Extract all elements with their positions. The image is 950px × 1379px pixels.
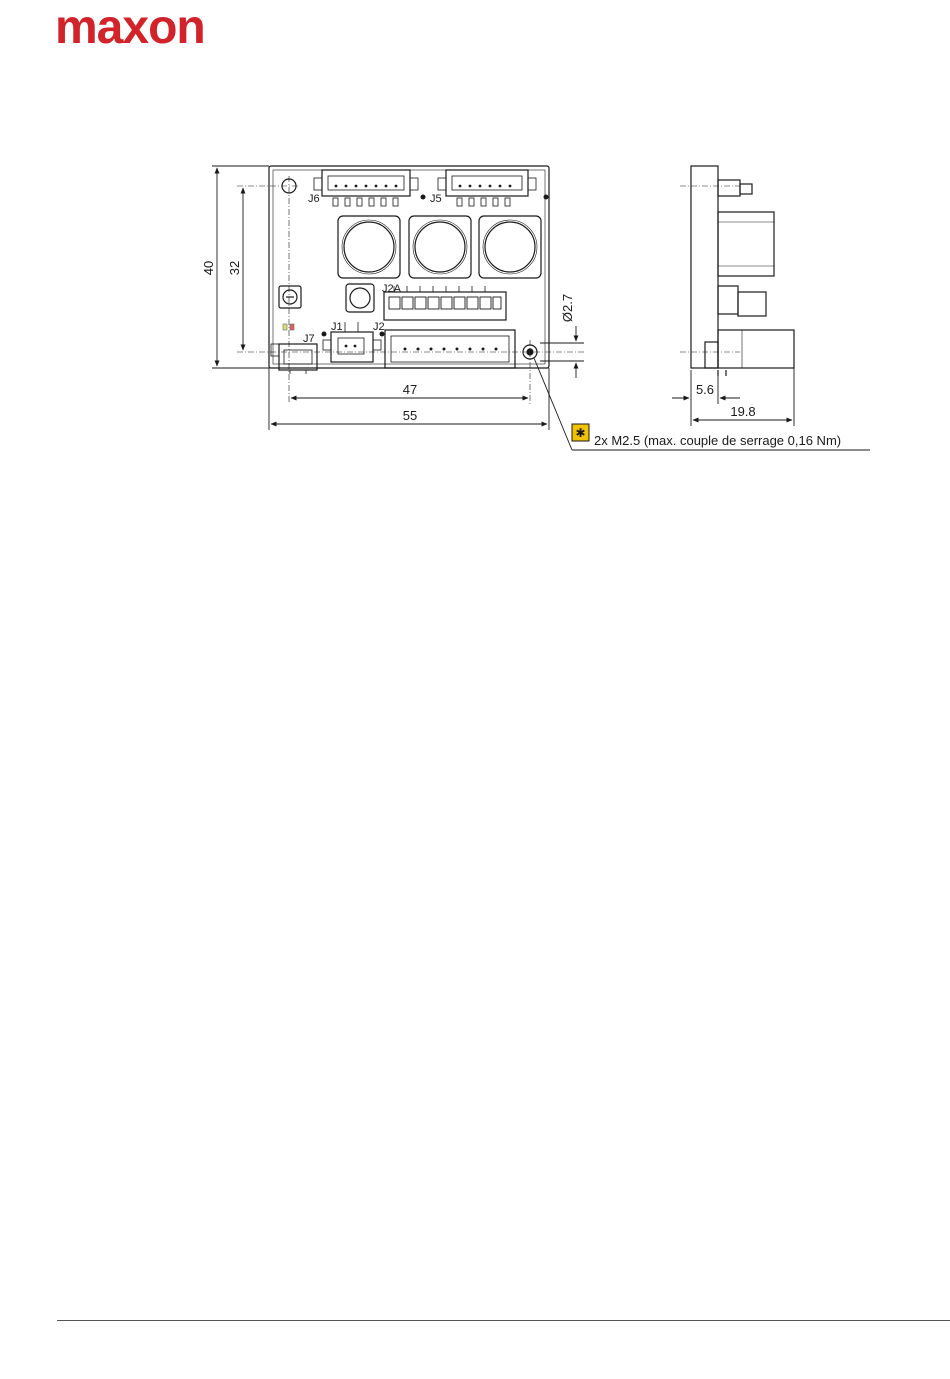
dim-hole-diameter: Ø2.7 (560, 293, 575, 323)
dim-32: 32 (227, 260, 242, 276)
maxon-logo: maxon (55, 1, 205, 54)
dim-47: 47 (402, 382, 418, 397)
dim-19-8: 19.8 (730, 404, 756, 419)
label-j5: J5 (430, 193, 442, 205)
footer-rule (57, 1320, 950, 1321)
label-j1: J1 (331, 321, 343, 333)
dim-55: 55 (402, 408, 418, 423)
dimension-lines (212, 166, 870, 450)
led-red (290, 324, 294, 330)
label-j7: J7 (303, 333, 315, 345)
connector-j5 (438, 170, 549, 206)
label-j2a: J2A (382, 283, 401, 295)
front-view (237, 166, 584, 404)
potentiometer (279, 286, 301, 308)
technical-drawing (0, 0, 950, 470)
torque-note (572, 424, 841, 448)
label-j6: J6 (308, 193, 320, 205)
label-j2: J2 (373, 321, 385, 333)
note-text: 2x M2.5 (max. couple de serrage 0,16 Nm) (594, 433, 842, 448)
connector-j6 (314, 170, 426, 206)
connector-j2 (380, 330, 516, 368)
connector-j7 (271, 344, 317, 374)
side-view (680, 166, 794, 376)
svg-text:✱: ✱ (575, 426, 586, 440)
connector-j2a (384, 286, 506, 320)
inductors (338, 216, 541, 278)
led-green (283, 324, 287, 330)
dim-5-6: 5.6 (695, 382, 715, 397)
dim-40: 40 (201, 260, 216, 276)
